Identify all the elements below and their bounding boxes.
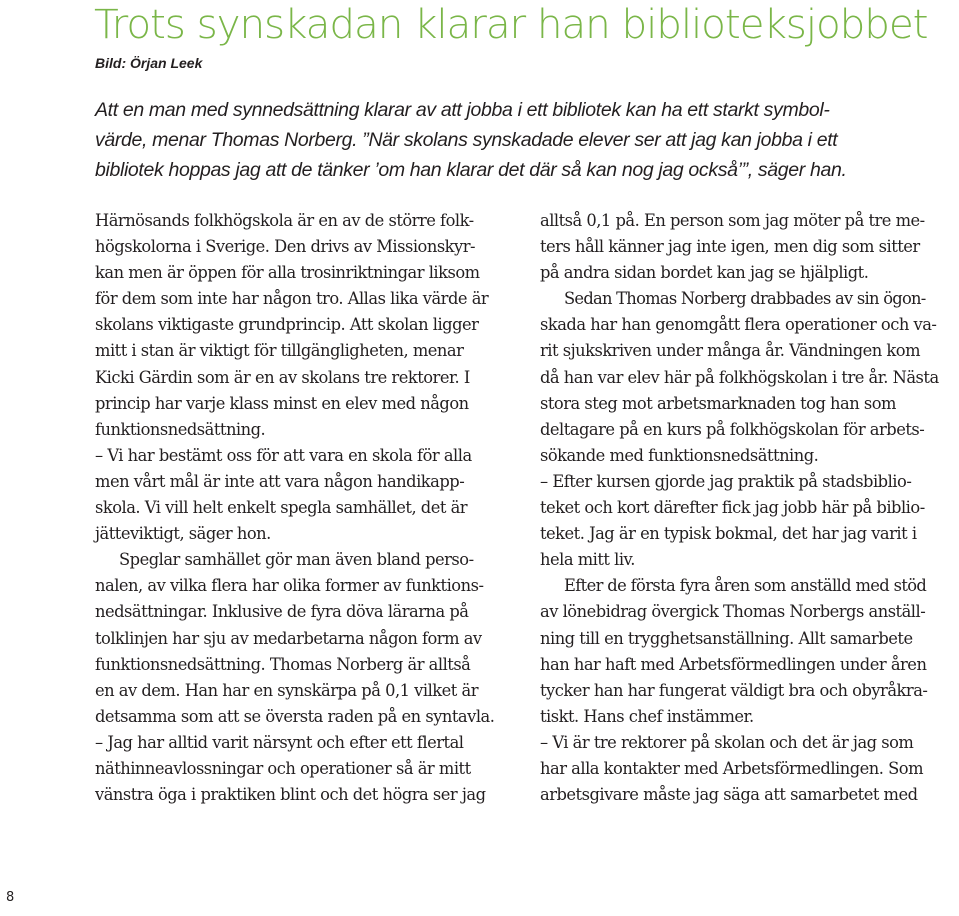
body-line: funktionsnedsättning. Thomas Norberg är alltså <box>95 654 471 674</box>
ingress <box>95 95 895 185</box>
body-line: högskolorna i Sverige. Den drivs av Missionskyr- <box>95 237 476 257</box>
body-line: funktionsnedsättning. <box>95 419 266 439</box>
body-line: Sedan Thomas Norberg drabbades av sin ögon- <box>564 289 926 309</box>
body-line: Härnösands folkhögskola är en av de större folk- <box>95 211 474 230</box>
body-line: på andra sidan bordet kan jag se hjälpligt. <box>540 263 869 283</box>
body-line: mitt i stan är viktigt för tillgängligheten, menar <box>95 341 464 361</box>
ingress-line: värde, menar Thomas Norberg. ”När skolans synskadade elever ser att jag kan jobba i ett <box>95 129 838 151</box>
body-line: av lönebidrag övergick Thomas Norbergs anställ- <box>540 602 926 622</box>
body-line: tolklinjen har sju av medarbetarna någon form av <box>95 628 482 648</box>
body-line: – Vi är tre rektorer på skolan och det är jag som <box>540 732 914 752</box>
body-line: deltagare på en kurs på folkhögskolan för arbets- <box>540 419 925 439</box>
body-line: en av dem. Han har en synskärpa på 0,1 vilket är <box>95 680 478 700</box>
body-line: teket och kort därefter fick jag jobb här på biblio- <box>540 498 925 518</box>
body-line: har alla kontakter med Arbetsförmedlingen. Som <box>540 758 924 778</box>
body-line: skada har han genomgått flera operationer och va- <box>540 315 937 335</box>
body-line: Speglar samhället gör man även bland perso- <box>119 550 474 570</box>
right-column <box>540 208 959 808</box>
body-line: näthinneavlossningar och operationer så är mitt <box>95 758 471 778</box>
body-line: nalen, av vilka flera har olika former av funktions- <box>95 576 484 596</box>
body-line: Efter de första fyra åren som anställd med stöd <box>564 576 927 596</box>
body-line: men vårt mål är inte att vara någon handikapp- <box>95 471 465 491</box>
body-line: tycker han har fungerat väldigt bra och obyråkra- <box>540 680 928 700</box>
body-line: – Vi har bestämt oss för att vara en skola för alla <box>95 445 472 465</box>
photo-credit: Bild: Örjan Leek <box>95 55 203 71</box>
body-line: alltså 0,1 på. En person som jag möter på tre me- <box>540 211 925 230</box>
body-line: skola. Vi vill helt enkelt spegla samhället, det är <box>95 498 468 518</box>
body-line: vänstra öga i praktiken blint och det högra ser jag <box>95 785 486 805</box>
ingress-line: bibliotek hoppas jag att de tänker ’om han klarar det där så kan nog jag också’”, säger han. <box>95 159 847 181</box>
body-line: då han var elev här på folkhögskolan i tre år. Nästa <box>540 367 939 387</box>
body-line: nedsättningar. Inklusive de fyra döva lärarna på <box>95 602 469 622</box>
body-line: arbetsgivare måste jag säga att samarbetet med <box>540 785 918 805</box>
body-line: tiskt. Hans chef instämmer. <box>540 706 754 726</box>
ingress-line: Att en man med synnedsättning klarar av att jobba i ett bibliotek kan ha ett starkt symbol- <box>95 99 830 121</box>
body-line: Kicki Gärdin som är en av skolans tre rektorer. I <box>95 367 470 387</box>
body-line: rit sjukskriven under många år. Vändningen kom <box>540 341 921 361</box>
body-line: ters håll känner jag inte igen, men dig som sitter <box>540 237 920 257</box>
body-line: kan men är öppen för alla trosinriktningar liksom <box>95 263 480 283</box>
page-number: 8 <box>6 890 15 905</box>
body-line: sökande med funktionsnedsättning. <box>540 445 819 465</box>
body-line: ning till en trygghetsanställning. Allt samarbete <box>540 628 913 648</box>
body-line: teket. Jag är en typisk bokmal, det har jag varit i <box>540 524 917 544</box>
body-line: detsamma som att se översta raden på en syntavla. <box>95 706 495 726</box>
body-line: stora steg mot arbetsmarknaden tog han som <box>540 393 896 413</box>
body-line: princip har varje klass minst en elev med någon <box>95 393 469 413</box>
left-column <box>95 208 535 808</box>
body-line: – Jag har alltid varit närsynt och efter ett flertal <box>95 732 464 752</box>
article-title: Trots synskadan klarar han biblioteksjobbet <box>94 0 928 48</box>
body-line: han har haft med Arbetsförmedlingen under åren <box>540 654 927 674</box>
body-line: hela mitt liv. <box>540 550 635 570</box>
body-line: för dem som inte har någon tro. Allas lika värde är <box>95 289 489 309</box>
body-line: jätteviktigt, säger hon. <box>95 524 271 544</box>
body-line: skolans viktigaste grundprincip. Att skolan ligger <box>95 315 479 335</box>
body-line: – Efter kursen gjorde jag praktik på stadsbiblio- <box>540 471 912 491</box>
